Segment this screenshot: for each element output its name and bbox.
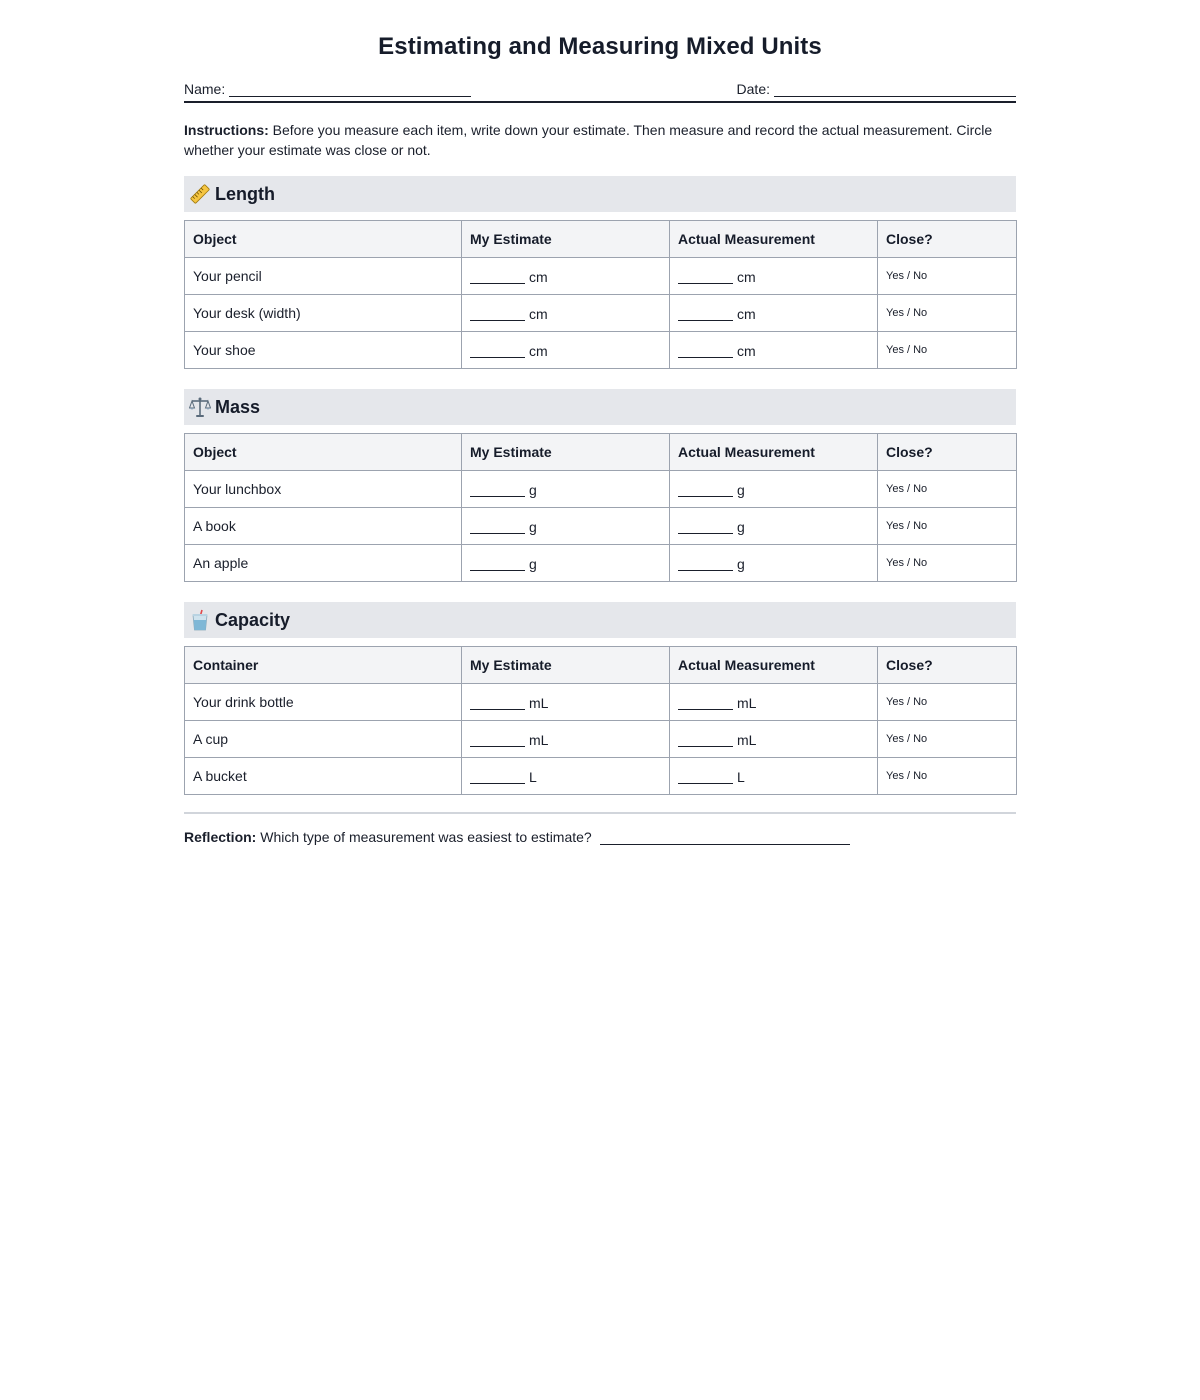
estimate-cell[interactable] [462, 758, 670, 795]
scales-icon [189, 396, 211, 418]
actual-blank[interactable] [678, 770, 733, 784]
table-row [185, 508, 1017, 545]
unit-label: cm [737, 305, 756, 322]
estimate-blank[interactable] [470, 733, 525, 747]
actual-cell[interactable] [670, 295, 878, 332]
estimate-blank[interactable] [470, 520, 525, 534]
table-row [185, 545, 1017, 582]
unit-label: mL [529, 694, 549, 711]
actual-cell[interactable] [670, 258, 878, 295]
item-cell: A bucket [185, 758, 462, 795]
estimate-blank[interactable] [470, 483, 525, 497]
reflection [184, 828, 1016, 845]
table-row [185, 721, 1017, 758]
estimate-blank[interactable] [470, 344, 525, 358]
actual-blank[interactable] [678, 557, 733, 571]
column-header: Object [185, 221, 462, 258]
table-row [185, 684, 1017, 721]
close-choice[interactable]: Yes / No [878, 545, 1017, 582]
reflection-question: Which type of measurement was easiest to estimate? [260, 829, 592, 845]
capacity-table [184, 646, 1017, 795]
close-choice[interactable]: Yes / No [878, 295, 1017, 332]
unit-label: cm [737, 342, 756, 359]
unit-label: g [529, 481, 537, 498]
actual-blank[interactable] [678, 344, 733, 358]
column-header: My Estimate [462, 647, 670, 684]
unit-label: L [529, 768, 537, 785]
worksheet [184, 0, 1016, 845]
estimate-cell[interactable] [462, 545, 670, 582]
close-choice[interactable]: Yes / No [878, 684, 1017, 721]
actual-blank[interactable] [678, 733, 733, 747]
unit-label: cm [737, 268, 756, 285]
reflection-blank[interactable] [600, 831, 850, 845]
actual-cell[interactable] [670, 684, 878, 721]
estimate-cell[interactable] [462, 721, 670, 758]
column-header: My Estimate [462, 221, 670, 258]
name-label: Name: [184, 81, 226, 97]
table-row [185, 295, 1017, 332]
close-choice[interactable]: Yes / No [878, 471, 1017, 508]
item-cell: An apple [185, 545, 462, 582]
actual-blank[interactable] [678, 307, 733, 321]
unit-label: mL [529, 731, 549, 748]
unit-label: L [737, 768, 745, 785]
estimate-cell[interactable] [462, 258, 670, 295]
table-row [185, 471, 1017, 508]
actual-blank[interactable] [678, 696, 733, 710]
estimate-blank[interactable] [470, 270, 525, 284]
unit-label: mL [737, 694, 757, 711]
estimate-cell[interactable] [462, 295, 670, 332]
unit-label: g [737, 481, 745, 498]
item-cell: Your desk (width) [185, 295, 462, 332]
section-title: Length [215, 183, 275, 204]
column-header: Close? [878, 647, 1017, 684]
estimate-cell[interactable] [462, 508, 670, 545]
estimate-cell[interactable] [462, 684, 670, 721]
date-label: Date: [736, 81, 770, 97]
estimate-blank[interactable] [470, 770, 525, 784]
actual-cell[interactable] [670, 508, 878, 545]
table-row [185, 258, 1017, 295]
reflection-divider [184, 812, 1016, 814]
column-header: Object [185, 434, 462, 471]
actual-cell[interactable] [670, 471, 878, 508]
name-date-row [184, 77, 1016, 97]
table-header-row [185, 221, 1017, 258]
close-choice[interactable]: Yes / No [878, 508, 1017, 545]
section-header [184, 389, 1016, 425]
ruler-icon [189, 183, 211, 205]
close-choice[interactable]: Yes / No [878, 758, 1017, 795]
close-choice[interactable]: Yes / No [878, 332, 1017, 369]
column-header: Actual Measurement [670, 221, 878, 258]
actual-cell[interactable] [670, 758, 878, 795]
column-header: Close? [878, 221, 1017, 258]
section-title: Capacity [215, 609, 291, 630]
section-header [184, 176, 1016, 212]
table-header-row [185, 647, 1017, 684]
column-header: Actual Measurement [670, 434, 878, 471]
table-header-row [185, 434, 1017, 471]
section-header [184, 602, 1016, 638]
item-cell: Your shoe [185, 332, 462, 369]
estimate-blank[interactable] [470, 557, 525, 571]
estimate-cell[interactable] [462, 332, 670, 369]
unit-label: cm [529, 268, 548, 285]
unit-label: g [737, 555, 745, 572]
close-choice[interactable]: Yes / No [878, 258, 1017, 295]
actual-cell[interactable] [670, 721, 878, 758]
cup-icon [189, 609, 211, 631]
actual-blank[interactable] [678, 520, 733, 534]
unit-label: g [737, 518, 745, 535]
section-capacity [184, 602, 1016, 795]
estimate-cell[interactable] [462, 471, 670, 508]
page-title: Estimating and Measuring Mixed Units [378, 33, 822, 60]
column-header: Actual Measurement [670, 647, 878, 684]
length-table [184, 220, 1017, 369]
item-cell: A cup [185, 721, 462, 758]
unit-label: g [529, 518, 537, 535]
column-header: Container [185, 647, 462, 684]
name-field [184, 77, 471, 97]
unit-label: cm [529, 342, 548, 359]
close-choice[interactable]: Yes / No [878, 721, 1017, 758]
column-header: Close? [878, 434, 1017, 471]
column-header: My Estimate [462, 434, 670, 471]
actual-blank[interactable] [678, 270, 733, 284]
mass-table [184, 433, 1017, 582]
date-blank[interactable] [774, 82, 1016, 97]
instructions [184, 120, 1016, 160]
item-cell: A book [185, 508, 462, 545]
date-field [737, 77, 1016, 97]
unit-label: cm [529, 305, 548, 322]
item-cell: Your lunchbox [185, 471, 462, 508]
section-length [184, 176, 1016, 369]
estimate-blank[interactable] [470, 307, 525, 321]
section-title: Mass [215, 396, 261, 417]
instructions-text: Before you measure each item, write down your estimate. Then measure and record the actual measurement. Circle whether your estimate was close or not. [184, 122, 993, 158]
name-blank[interactable] [229, 82, 471, 97]
estimate-blank[interactable] [470, 696, 525, 710]
table-row [185, 758, 1017, 795]
instructions-label: Instructions: [184, 122, 269, 138]
actual-cell[interactable] [670, 332, 878, 369]
header-divider [184, 101, 1016, 103]
actual-blank[interactable] [678, 483, 733, 497]
table-row [185, 332, 1017, 369]
section-mass [184, 389, 1016, 582]
unit-label: mL [737, 731, 757, 748]
item-cell: Your drink bottle [185, 684, 462, 721]
unit-label: g [529, 555, 537, 572]
reflection-label: Reflection: [184, 829, 257, 845]
item-cell: Your pencil [185, 258, 462, 295]
actual-cell[interactable] [670, 545, 878, 582]
